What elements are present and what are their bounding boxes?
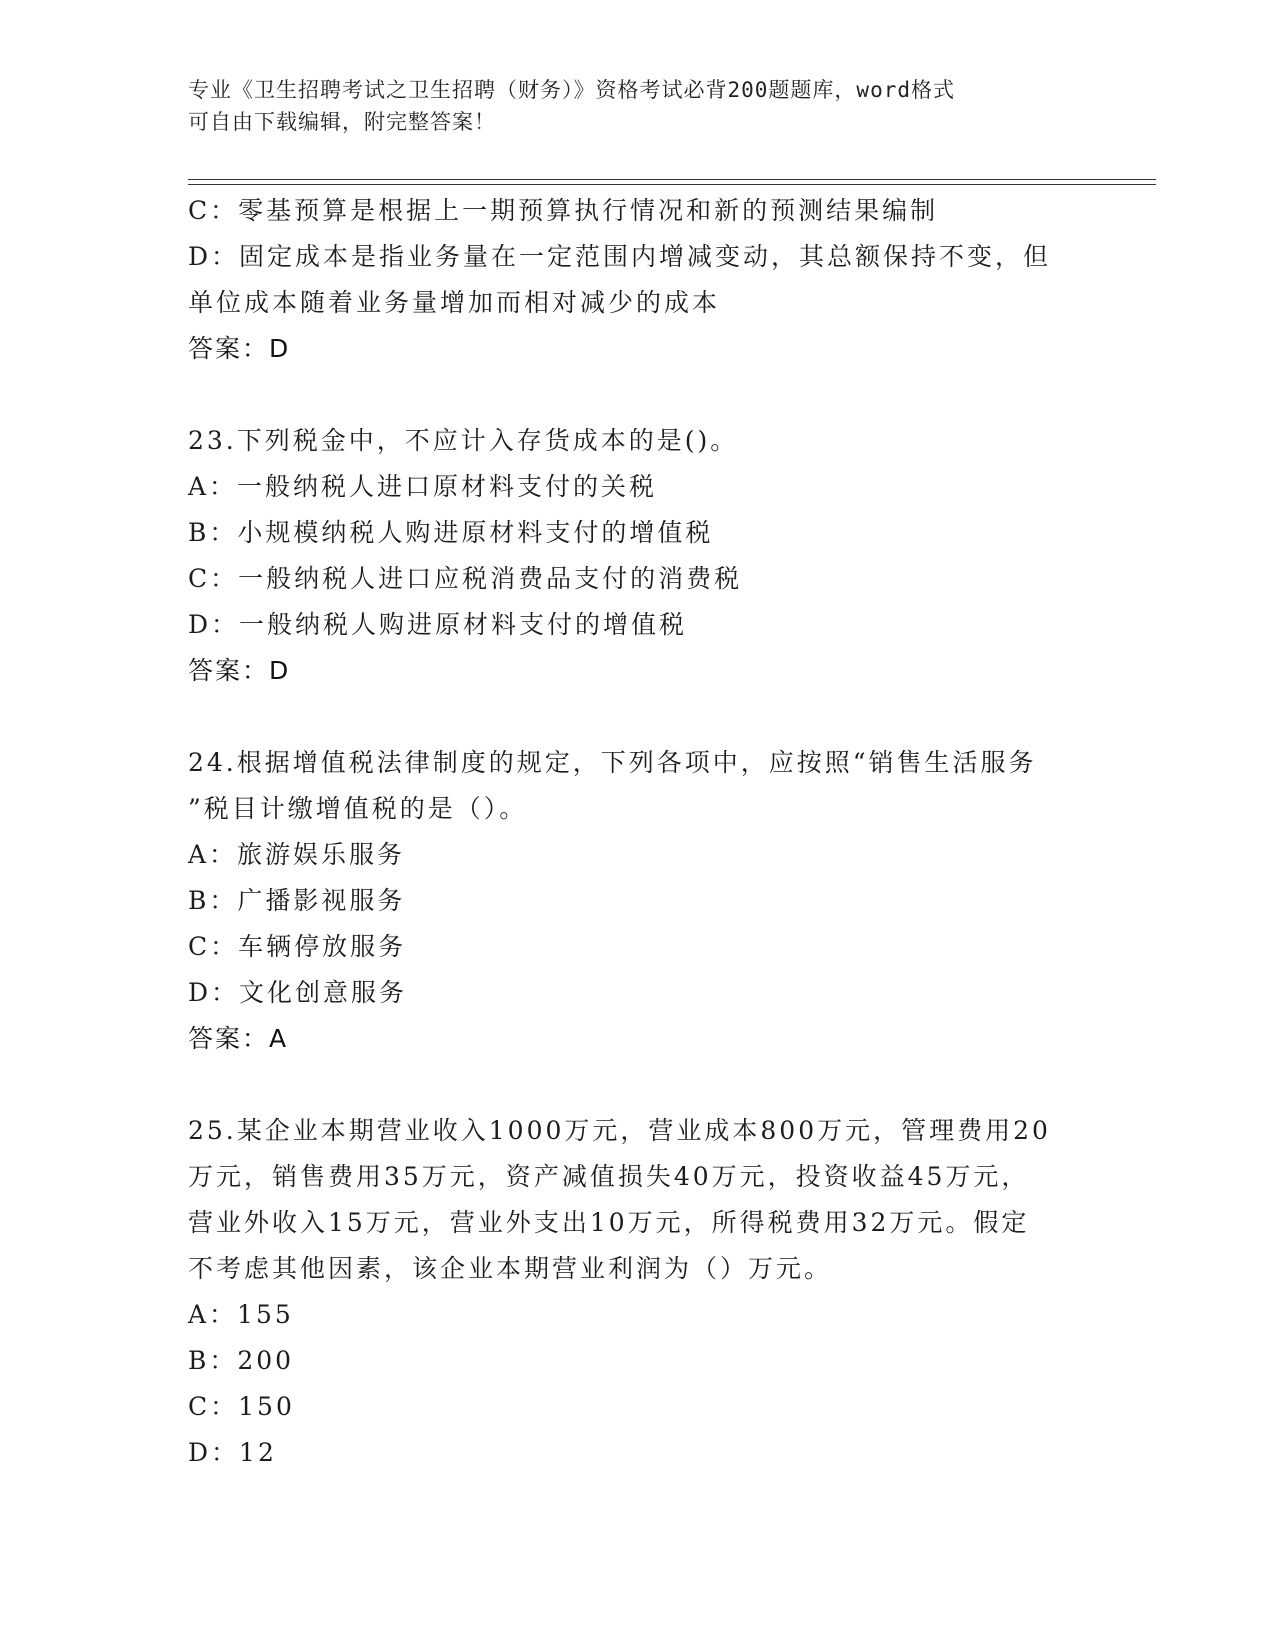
- option-b: B：小规模纳税人购进原材料支付的增值税: [188, 518, 714, 547]
- question-24: [188, 740, 1088, 1062]
- option-d: D：一般纳税人购进原材料支付的增值税: [188, 610, 688, 639]
- answer-label: 答案：A: [188, 1024, 289, 1053]
- question-stem-continued: 万元，销售费用35万元，资产减值损失40万元，投资收益45万元，: [188, 1162, 1030, 1191]
- question-stem-continued: 营业外收入15万元，营业外支出10万元，所得税费用32万元。假定: [188, 1208, 1030, 1237]
- answer-label: 答案：D: [188, 334, 291, 363]
- spacer: [188, 1062, 1088, 1108]
- spacer: [188, 694, 1088, 740]
- question-25: [188, 1108, 1088, 1476]
- header-title-line-1: 专业《卫生招聘考试之卫生招聘（财务）》资格考试必背200题题库，word格式: [188, 78, 955, 102]
- option-b: B：广播影视服务: [188, 886, 406, 915]
- question-stem-continued: ”税目计缴增值税的是（）。: [188, 794, 528, 823]
- spacer: [188, 372, 1088, 418]
- question-23: [188, 418, 1088, 694]
- question-stem-continued: 不考虑其他因素，该企业本期营业利润为（）万元。: [188, 1254, 833, 1283]
- question-stem: 23.下列税金中，不应计入存货成本的是()。: [188, 426, 739, 455]
- header-title-line-2: 可自由下载编辑，附完整答案！: [188, 110, 496, 134]
- header-divider-top: [188, 179, 1156, 180]
- question-stem: 25.某企业本期营业收入1000万元，营业成本800万元，管理费用20: [188, 1116, 1051, 1145]
- header-divider-bottom: [188, 184, 1156, 185]
- option-d: D：文化创意服务: [188, 978, 408, 1007]
- option-d-continued: 单位成本随着业务量增加而相对减少的成本: [188, 288, 721, 317]
- question-stem: 24.根据增值税法律制度的规定，下列各项中，应按照“销售生活服务: [188, 748, 1037, 777]
- option-c: C：零基预算是根据上一期预算执行情况和新的预测结果编制: [188, 196, 939, 225]
- answer-label: 答案：D: [188, 656, 291, 685]
- question-list: [188, 188, 1088, 1476]
- option-d: D：12: [188, 1438, 277, 1467]
- option-a: A：155: [188, 1300, 294, 1329]
- option-c: C：150: [188, 1392, 295, 1421]
- document-header: [188, 74, 1068, 138]
- option-a: A：旅游娱乐服务: [188, 840, 406, 869]
- question-22-continuation: [188, 188, 1088, 372]
- option-c: C：车辆停放服务: [188, 932, 407, 961]
- option-a: A：一般纳税人进口原材料支付的关税: [188, 472, 658, 501]
- option-b: B：200: [188, 1346, 295, 1375]
- option-d: D：固定成本是指业务量在一定范围内增减变动，其总额保持不变，但: [188, 242, 1052, 271]
- option-c: C：一般纳税人进口应税消费品支付的消费税: [188, 564, 743, 593]
